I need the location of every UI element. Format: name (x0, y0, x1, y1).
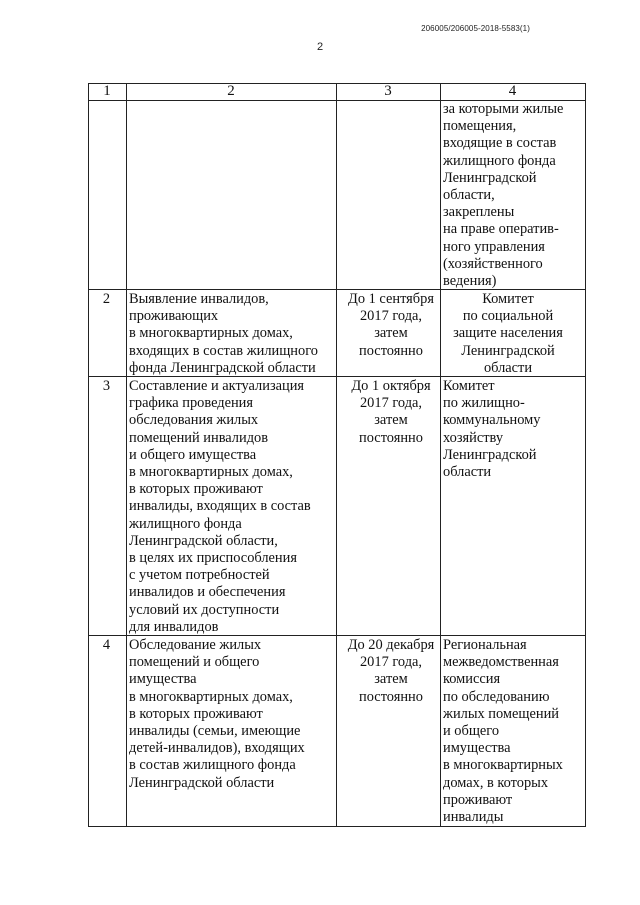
column-divider (440, 83, 441, 827)
row-3-action: Составление и актуализация графика проведения обследования жилых помещений инвалидов и общего имущества в многоквартирных домах, в которых проживают инвалиды, входящих в состав жилищного фонда Ленинградской области, в целях их приспособления с учетом потребностей инвалидов и обеспечения условий их доступности для инвалидов (129, 378, 311, 635)
row-cont-responsible: за которыми жилые помещения, входящие в состав жилищного фонда Ленинградской области, закреплены на праве оператив- ного управления (хозяйственного ведения) (443, 101, 564, 290)
column-divider (126, 83, 127, 827)
header-col-2: 2 (227, 83, 235, 99)
document-id: 206005/206005-2018-5583(1) (421, 24, 530, 33)
row-4-action: Обследование жилых помещений и общего имущества в многоквартирных домах, в которых проживают инвалиды (семьи, имеющие детей-инвалидов), входящих в состав жилищного фонда Ленинградской области (129, 637, 305, 791)
row-2-action: Выявление инвалидов, проживающих в многоквартирных домах, входящих в состав жилищного фонда Ленинградской области (129, 291, 318, 376)
page-number: 2 (316, 41, 324, 53)
measures-table (88, 83, 586, 827)
row-4-deadline: До 20 декабря 2017 года, затем постоянно (347, 637, 435, 705)
header-col-3: 3 (384, 83, 392, 99)
row-3-number: 3 (102, 378, 111, 394)
row-2-responsible: Комитет по социальной защите населения Ленинградской области (453, 291, 563, 376)
row-2-number: 2 (102, 291, 111, 307)
table-border-right (585, 83, 586, 827)
header-col-4: 4 (508, 83, 517, 99)
row-3-responsible: Комитет по жилищно- коммунальному хозяйству Ленинградской области (443, 378, 541, 481)
row-4-number: 4 (102, 637, 111, 653)
table-border-left (88, 83, 89, 827)
row-2-deadline: До 1 сентября 2017 года, затем постоянно (348, 291, 434, 359)
row-3-deadline: До 1 октября 2017 года, затем постоянно (351, 378, 431, 446)
row-4-responsible: Региональная межведомственная комиссия по обследованию жилых помещений и общего имущества в многоквартирных домах, в которых проживают инвалиды (443, 637, 563, 826)
header-col-1: 1 (103, 83, 111, 99)
